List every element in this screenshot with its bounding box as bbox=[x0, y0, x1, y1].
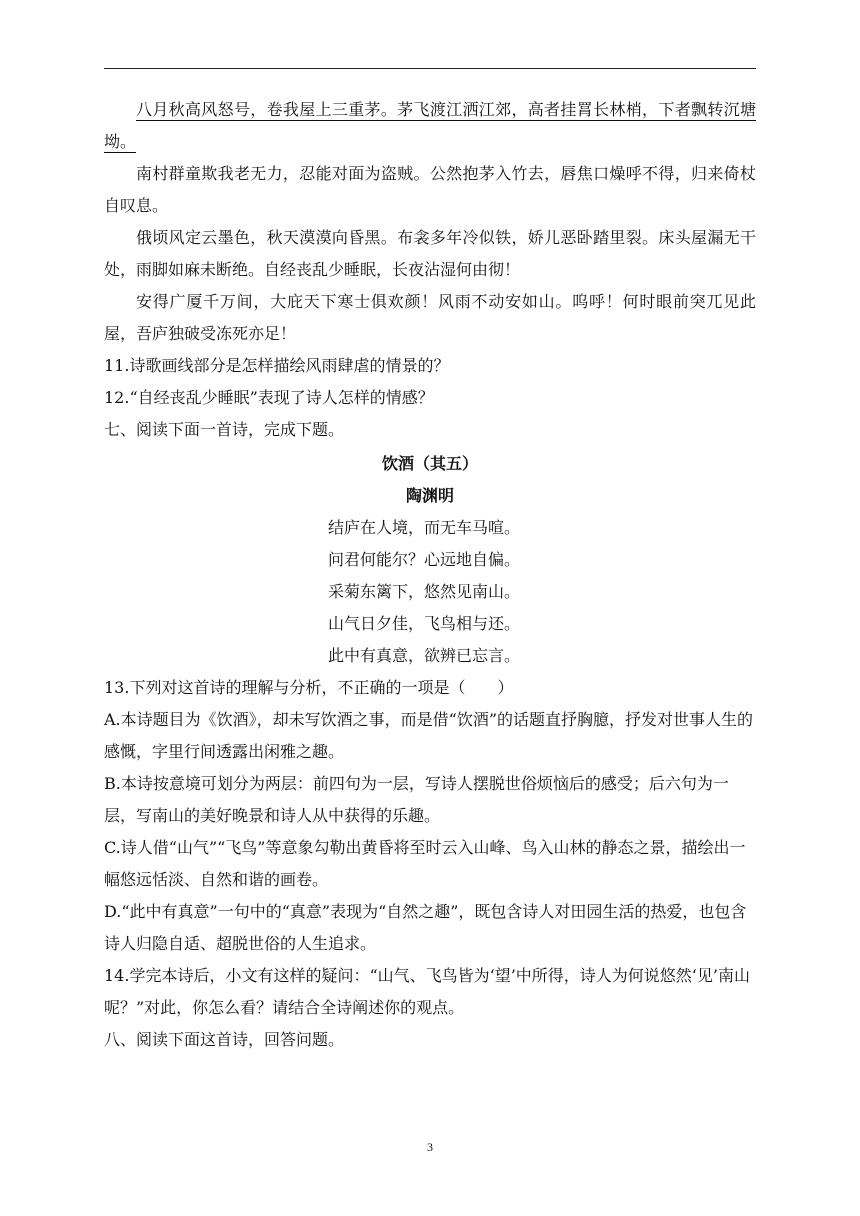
underlined-text: 八月秋高风怒号，卷我屋上三重茅。茅飞渡江洒江郊，高者挂罥长林梢，下者飘转沉塘坳。 bbox=[104, 100, 756, 151]
poem2-author: 陶渊明 bbox=[405, 486, 454, 505]
poem2-title: 饮酒（其五） bbox=[381, 454, 478, 473]
poem2-line-5: 此中有真意，欲辨已忘言。 bbox=[328, 646, 521, 665]
option-a: A.本诗题目为《饮酒》，却未写饮酒之事，而是借“饮酒”的话题直抒胸臆，抒发对世事人生的感慨，字里行间透露出闲雅之趣。 bbox=[104, 710, 754, 761]
question-13-stem: 13.下列对这首诗的理解与分析，不正确的一项是（ ） bbox=[104, 678, 514, 697]
poem2-line-3: 采菊东篱下，悠然见南山。 bbox=[328, 582, 521, 601]
question-12: 12.“自经丧乱少睡眠”表现了诗人怎样的情感？ bbox=[104, 388, 434, 407]
page-content bbox=[104, 94, 756, 1056]
header-rule bbox=[104, 68, 756, 69]
poem2-line-2: 问君何能尔？心远地自偏。 bbox=[328, 550, 521, 569]
section-7-heading: 七、阅读下面一首诗，完成下题。 bbox=[104, 420, 345, 439]
option-c: C.诗人借“山气”“飞鸟”等意象勾勒出黄昏将至时云入山峰、鸟入山林的静态之景，描绘出一幅悠远恬淡、自然和谐的画卷。 bbox=[104, 838, 746, 889]
poem1-paragraph-3: 俄顷风定云墨色，秋天漠漠向昏黑。布衾多年冷似铁，娇儿恶卧踏里裂。床头屋漏无干处，雨脚如麻未断绝。自经丧乱少睡眠，长夜沾湿何由彻！ bbox=[104, 228, 756, 279]
poem1-paragraph-2: 南村群童欺我老无力，忍能对面为盗贼。公然抱茅入竹去，唇焦口燥呼不得，归来倚杖自叹息。 bbox=[104, 164, 756, 215]
option-b: B.本诗按意境可划分为两层：前四句为一层，写诗人摆脱世俗烦恼后的感受；后六句为一层，写南山的美好晚景和诗人从中获得的乐趣。 bbox=[104, 774, 729, 825]
section-8-heading: 八、阅读下面这首诗，回答问题。 bbox=[104, 1030, 345, 1049]
poem1-paragraph-1 bbox=[104, 94, 756, 158]
question-11: 11.诗歌画线部分是怎样描绘风雨肆虐的情景的？ bbox=[104, 356, 450, 375]
poem1-paragraph-4: 安得广厦千万间，大庇天下寒士俱欢颜！风雨不动安如山。呜呼！何时眼前突兀见此屋，吾庐独破受冻死亦足！ bbox=[104, 292, 756, 343]
poem2-line-1: 结庐在人境，而无车马喧。 bbox=[328, 518, 521, 537]
poem2-line-4: 山气日夕佳，飞鸟相与还。 bbox=[328, 614, 521, 633]
option-d: D.“此中有真意”一句中的“真意”表现为“自然之趣”，既包含诗人对田园生活的热爱，也包含诗人归隐自适、超脱世俗的人生追求。 bbox=[104, 902, 747, 953]
question-14: 14.学完本诗后，小文有这样的疑问：“山气、飞鸟皆为‘望’中所得，诗人为何说悠然‘见’南山呢？”对此，你怎么看？请结合全诗阐述你的观点。 bbox=[104, 966, 750, 1017]
page-number: 3 bbox=[427, 1140, 433, 1154]
